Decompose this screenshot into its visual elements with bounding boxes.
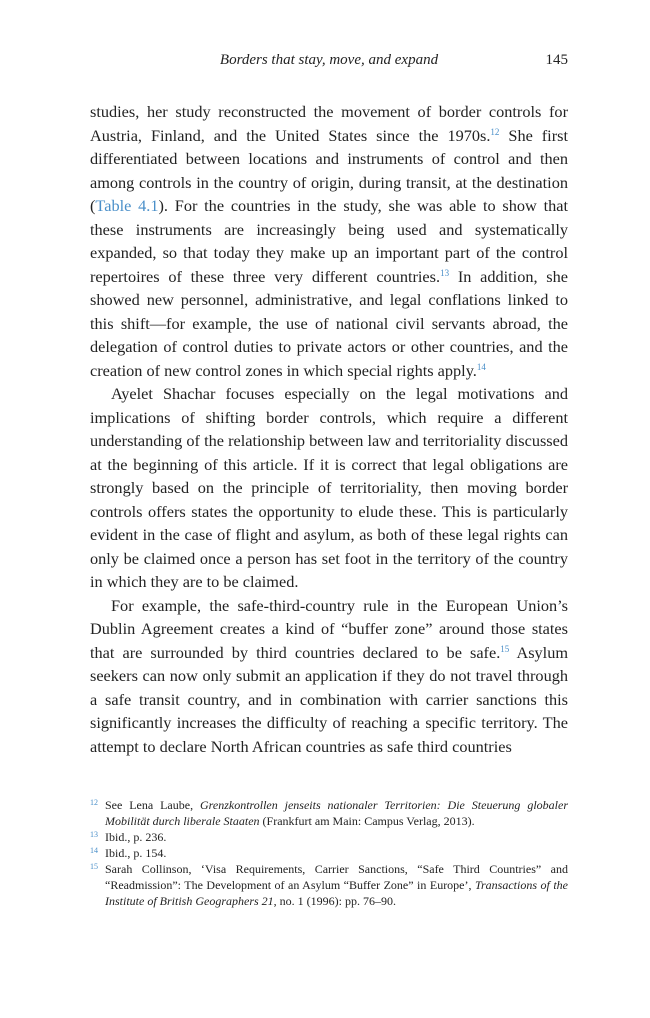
paragraph-3 [90, 594, 568, 759]
footnote-text: Ibid., p. 236. [105, 830, 167, 844]
paragraph-1-text-b: She first differentiated between locations and instruments of control and then among controls in the country of origin, during transit, at the destination ( [90, 125, 568, 215]
footnote-14 [90, 845, 568, 861]
footnote-number: 14 [90, 846, 98, 855]
running-title: Borders that stay, move, and expand [219, 52, 439, 68]
footnote-text: Ibid., p. 154. [105, 846, 167, 860]
footnote-ref-13[interactable]: 13 [440, 267, 450, 278]
paragraph-1-text-a: studies, her study reconstructed the movement of border controls for Austria, Finland, and the United States since the 1970s. [90, 102, 568, 145]
paragraph-3-text-a: For example, the safe-third-country rule in the European Union’s Dublin Agreement creates a kind of “buffer zone” around those states that are surrounded by third countries declared to be safe. [90, 595, 568, 662]
running-head [90, 52, 568, 72]
footnote-title: Grenzkontrollen jenseits nationaler Territorien: Die Steuerung globaler Mobilität durch liberale Staaten [105, 798, 568, 828]
footnote-ref-14[interactable]: 14 [476, 361, 486, 372]
footnote-text: See Lena Laube, [105, 798, 200, 812]
paragraph-1-text-d: In addition, she showed new personnel, administrative, and legal conflations linked to this shift—for example, the use of national civil servants abroad, the delegation of control duties to private actors or other countries, and the creation of new control zones in which special rights apply. [90, 266, 569, 380]
footnote-13 [90, 829, 568, 845]
paragraph-1 [90, 100, 568, 382]
paragraph-2: Ayelet Shachar focuses especially on the legal motivations and implications of shifting border controls, which require a different understanding of the relationship between law and territoriality discussed at the beginning of this article. If it is correct that legal obligations are strongly based on the principle of territoriality, then moving border controls offers states the opportunity to elude these. This is particularly evident in the case of flight and asylum, as both of these legal rights can only be claimed once a person has set foot in the territory of the country in which they are to be claimed. [90, 384, 568, 591]
paragraph-3-text-b: Asylum seekers can now only submit an application if they do not travel through a safe transit country, and in combination with carrier sanctions this significantly increases the difficulty of reaching a specific territory. The attempt to declare North African countries as safe third countries [90, 642, 569, 756]
page-number: 145 [545, 52, 568, 68]
footnote-ref-12[interactable]: 12 [490, 126, 500, 137]
footnote-text: Sarah Collinson, ‘Visa Requirements, Carrier Sanctions, “Safe Third Countries” and “Readmission”: The Development of an Asylum “Buffer Zone” in Europe’, [105, 862, 568, 892]
footnote-text: , no. 1 (1996): pp. 76–90. [273, 894, 396, 908]
footnote-title: Transactions of the Institute of British Geographers 21 [105, 878, 568, 908]
footnote-ref-15[interactable]: 15 [500, 643, 510, 654]
footnote-number: 13 [90, 830, 98, 839]
footnote-number: 12 [90, 798, 98, 807]
footnote-12 [90, 797, 568, 829]
table-link[interactable]: Table 4.1 [95, 196, 159, 215]
footnote-number: 15 [90, 862, 98, 871]
footnote-text: (Frankfurt am Main: Campus Verlag, 2013). [259, 814, 475, 828]
footnote-15 [90, 861, 568, 909]
body-text [90, 100, 568, 758]
paragraph-1-text-c: ). For the countries in the study, she was able to show that these instruments are increasingly being used and systematically expanded, so that today they make up an important part of the control repertoires of these three very different countries. [90, 196, 568, 286]
footnotes [90, 797, 568, 909]
